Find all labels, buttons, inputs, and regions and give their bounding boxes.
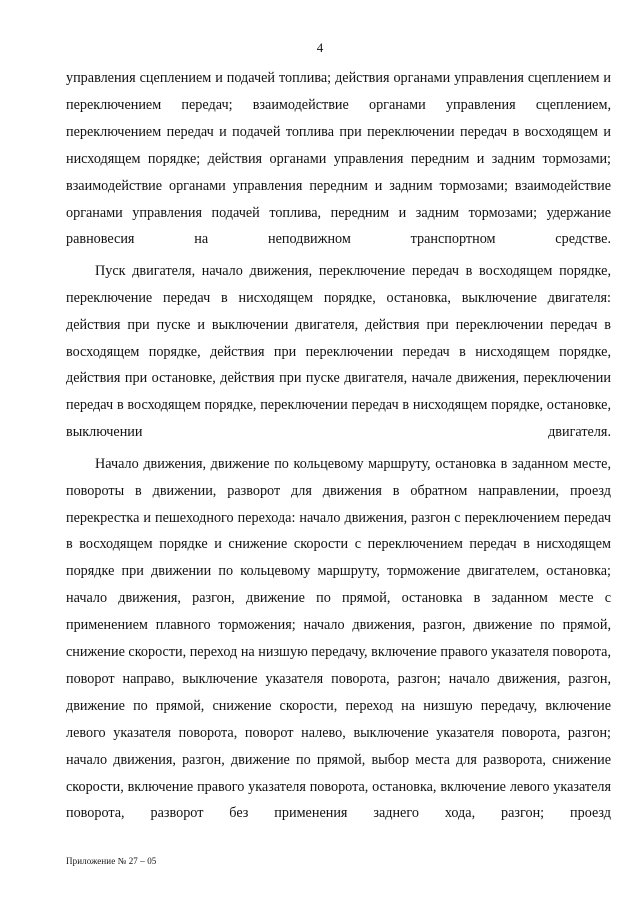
footer-attachment-label: Приложение № 27 – 05: [66, 856, 157, 866]
page-number: 4: [316, 40, 324, 55]
body-text: [66, 65, 611, 827]
paragraph-1: управления сцеплением и подачей топлива; действия органами управления сцеплением и переключением передач; взаимодействие органами управления сцеплением, переключением передач и подачей топлива при переключении передач в восходящем и нисходящем порядке; действия органами управления передним и задним тормозами; взаимодействие органами управления передним и задним тормозами; взаимодействие органами управления подачей топлива, передним и задним тормозами; удержание равновесия на неподвижном транспортном средстве.: [66, 70, 611, 248]
paragraph-2: Пуск двигателя, начало движения, переключение передач в восходящем порядке, переключение передач в нисходящем порядке, остановка, выключение двигателя: действия при пуске и выключении двигателя, действия при переключении передач в восходящем порядке, действия при переключении передач в нисходящем порядке, действия при остановке, действия при пуске двигателя, начале движения, переключении передач в восходящем порядке, переключении передач в нисходящем порядке, остановке, выключении двигателя.: [66, 262, 611, 441]
paragraph-3: Начало движения, движение по кольцевому маршруту, остановка в заданном месте, повороты в движении, разворот для движения в обратном направлении, проезд перекрестка и пешеходного перехода: начало движения, разгон с переключением передач в восходящем порядке и снижение скорости с переключением передач в нисходящем порядке при движении по кольцевому маршруту, торможение двигателем, остановка; начало движения, разгон, движение по прямой, остановка в заданном месте с применением плавного торможения; начало движения, разгон, движение по прямой, снижение скорости, переход на низшую передачу, включение правого указателя поворота, поворот направо, выключение указателя поворота, разгон; начало движения, разгон, движение по прямой, снижение скорости, переход на низшую передачу, включение левого указателя поворота, поворот налево, выключение указателя поворота, разгон; начало движения, разгон, движение по прямой, выбор места для разворота, снижение скорости, включение правого указателя поворота, остановка, включение левого указателя поворота, разворот без применения заднего хода, разгон; проезд: [66, 455, 611, 822]
